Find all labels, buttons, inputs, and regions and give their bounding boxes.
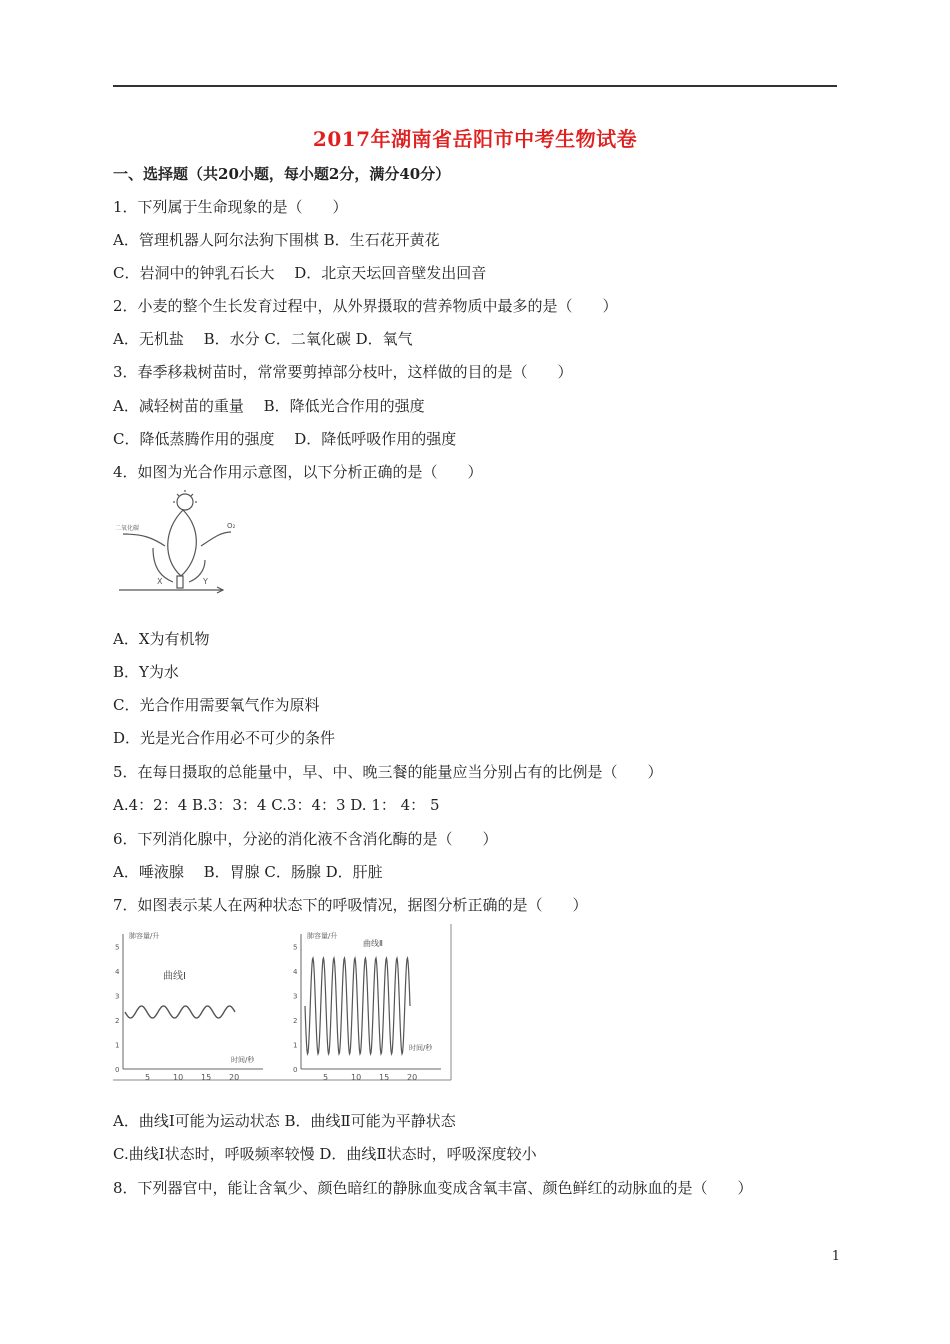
chart-1-curve-label: 曲线Ⅰ xyxy=(163,971,186,982)
x-label: X xyxy=(157,577,163,586)
chart-2-ytick: 4 xyxy=(293,967,298,976)
question-4-stem: 4．如图为光合作用示意图，以下分析正确的是（ ） xyxy=(113,463,483,481)
question-5-options: A.4：2：4 B.3：3：4 C.3：4：3 D. 1： 4： 5 xyxy=(113,796,440,814)
question-6-stem: 6．下列消化腺中，分泌的消化液不含消化酶的是（ ） xyxy=(113,830,498,848)
question-3-options-ab: A．减轻树苗的重量 B．降低光合作用的强度 xyxy=(113,397,425,415)
question-3-options-cd: C．降低蒸腾作用的强度 D．降低呼吸作用的强度 xyxy=(113,430,457,448)
header-rule xyxy=(113,85,837,87)
question-4-option-d: D．光是光合作用必不可少的条件 xyxy=(113,729,336,747)
chart-1-ytick: 5 xyxy=(115,943,120,952)
question-1-options-ab: A．管理机器人阿尔法狗下围棋 B．生石花开黄花 xyxy=(113,231,440,249)
question-4-option-b: B．Y为水 xyxy=(113,663,179,681)
question-1-options-cd: C．岩洞中的钟乳石长大 D．北京天坛回音壁发出回音 xyxy=(113,264,487,282)
chart-1-curve xyxy=(125,1006,235,1018)
question-8-stem: 8．下列器官中，能让含氧少、颜色暗红的静脉血变成含氧丰富、颜色鲜红的动脉血的是（ ） xyxy=(113,1179,753,1197)
chart-2-ytick: 5 xyxy=(293,943,298,952)
question-2-options: A．无机盐 B．水分 C．二氧化碳 D．氧气 xyxy=(113,330,413,348)
chart-2-xtick: 5 xyxy=(323,1073,329,1081)
question-1-stem: 1．下列属于生命现象的是（ ） xyxy=(113,198,348,216)
page-title: 2017年湖南省岳阳市中考生物试卷 xyxy=(312,127,638,151)
chart-1-xtick: 10 xyxy=(173,1073,184,1081)
chart-2-ytick: 1 xyxy=(293,1041,298,1050)
chart-2-ytick: 0 xyxy=(293,1066,298,1074)
chart-2-ytick: 3 xyxy=(293,992,298,1001)
chart-1-ytick: 2 xyxy=(115,1016,120,1025)
question-7-options-ab: A．曲线Ⅰ可能为运动状态 B．曲线Ⅱ可能为平静状态 xyxy=(113,1112,456,1130)
question-4-option-a: A．X为有机物 xyxy=(113,630,210,648)
co2-arrow xyxy=(123,534,165,546)
chart-1-ytick: 0 xyxy=(115,1066,120,1074)
chart-2-curve xyxy=(305,958,410,1054)
question-7-options-cd: C.曲线Ⅰ状态时，呼吸频率较慢 D．曲线Ⅱ状态时，呼吸深度较小 xyxy=(113,1145,537,1163)
question-2-stem: 2．小麦的整个生长发育过程中，从外界摄取的营养物质中最多的是（ ） xyxy=(113,297,618,315)
chart-2-ylabel: 肺容量/升 xyxy=(307,932,338,940)
question-3-stem: 3．春季移栽树苗时，常常要剪掉部分枝叶，这样做的目的是（ ） xyxy=(113,363,573,381)
sun-icon xyxy=(177,494,193,510)
photosynthesis-diagram xyxy=(113,490,243,598)
question-7-stem: 7．如图表示某人在两种状态下的呼吸情况，据图分析正确的是（ ） xyxy=(113,896,588,914)
question-6-options: A．唾液腺 B．胃腺 C．肠腺 D．肝脏 xyxy=(113,863,383,881)
chart-2-curve-label: 曲线Ⅱ xyxy=(363,939,383,948)
x-arrow xyxy=(153,548,173,582)
chart-2-xtick: 10 xyxy=(351,1073,362,1081)
chart-1-xtick: 15 xyxy=(201,1073,212,1081)
question-4-option-c: C．光合作用需要氧气作为原料 xyxy=(113,696,320,714)
leaf-shape xyxy=(168,510,197,576)
section-heading: 一、选择题（共20小题，每小题2分，满分40分） xyxy=(113,165,451,183)
chart-1-ytick: 4 xyxy=(115,967,120,976)
breathing-charts xyxy=(113,924,453,1081)
chart-2-xtick: 15 xyxy=(379,1073,390,1081)
chart-1 xyxy=(115,931,263,1081)
chart-2-xlabel: 时间/秒 xyxy=(409,1044,433,1052)
page-number: 1 xyxy=(831,1249,840,1264)
chart-1-ytick: 3 xyxy=(115,992,120,1001)
y-label: Y xyxy=(203,577,208,586)
co2-label: 二氧化碳 xyxy=(115,525,140,532)
chart-2 xyxy=(293,931,441,1081)
chart-1-xtick: 5 xyxy=(145,1073,151,1081)
chart-1-ytick: 1 xyxy=(115,1041,120,1050)
chart-2-xtick: 20 xyxy=(407,1073,418,1081)
question-5-stem: 5．在每日摄取的总能量中，早、中、晚三餐的能量应当分别占有的比例是（ ） xyxy=(113,763,663,781)
o2-arrow xyxy=(201,532,231,546)
chart-1-xtick: 20 xyxy=(229,1073,240,1081)
o2-label: O₂ xyxy=(227,522,236,530)
chart-1-ylabel: 肺容量/升 xyxy=(129,932,160,940)
chart-2-ytick: 2 xyxy=(293,1016,298,1025)
chart-1-xlabel: 时间/秒 xyxy=(231,1056,255,1064)
